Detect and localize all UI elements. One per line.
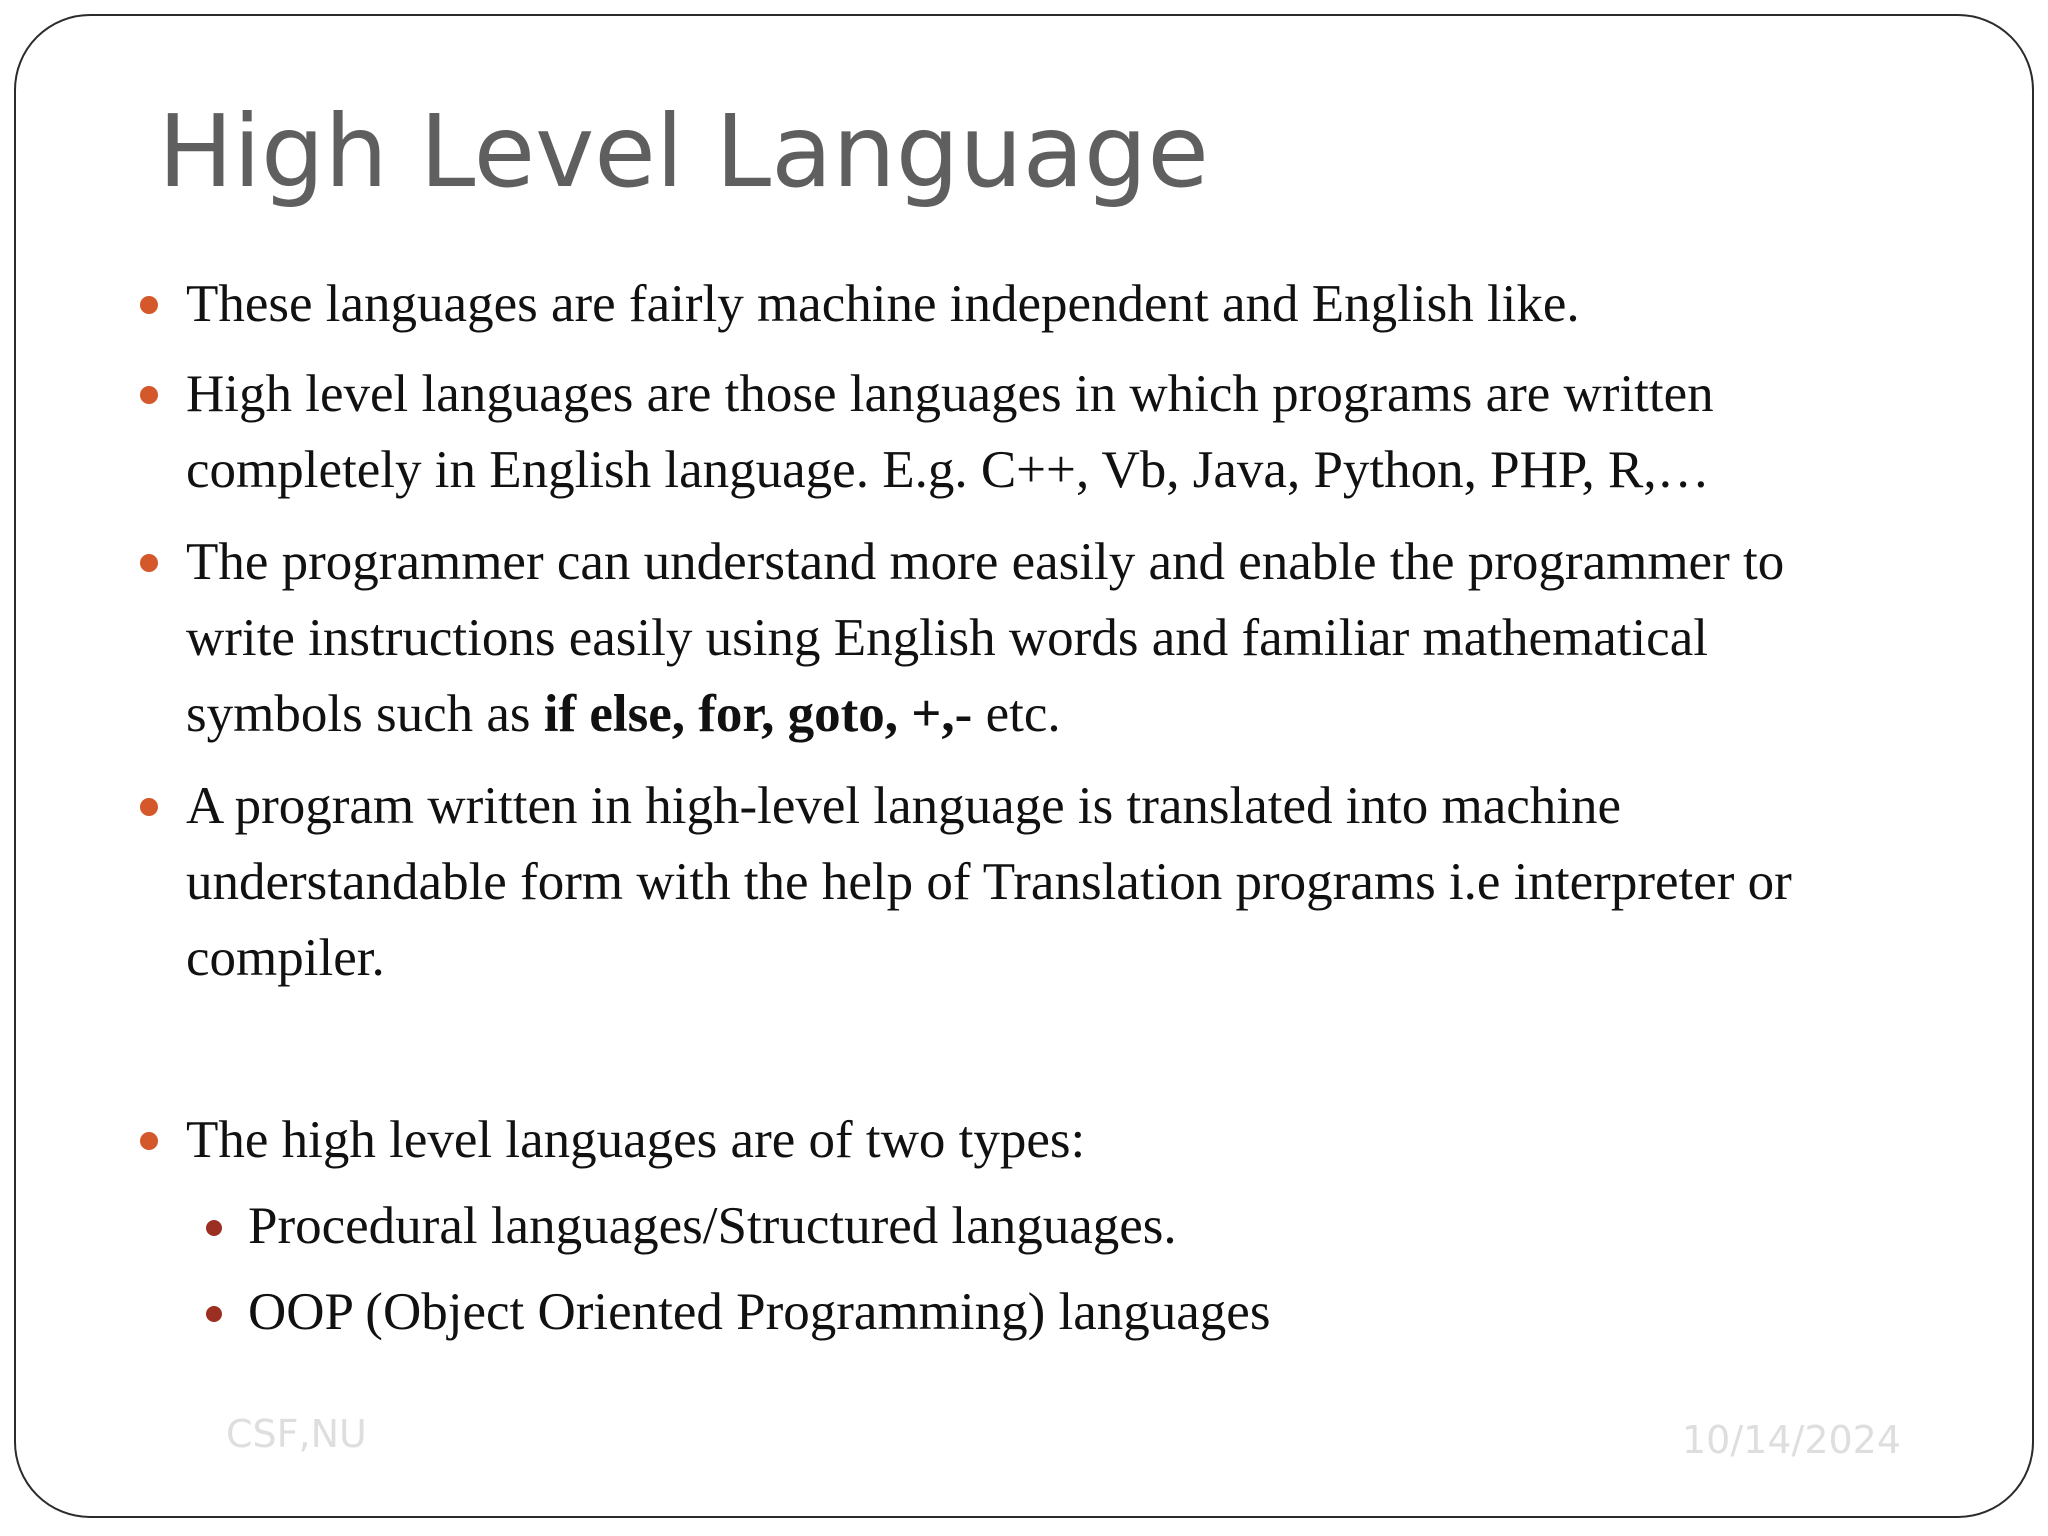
sub-bullet-2-text: OOP (Object Oriented Programming) languages [248,1283,1271,1341]
bullet-dot-icon [140,554,158,572]
bullet-dot-icon [140,1132,158,1150]
bullet-item-2 [186,356,1714,508]
bullet-4-line-1: A program written in high-level language is translated into machine [186,777,1622,835]
sub-bullet-item-1 [248,1188,1177,1264]
sub-bullet-dot-icon [206,1306,222,1322]
bullet-5-line-1: The high level languages are of two types: [186,1111,1086,1169]
bullet-dot-icon [140,296,158,314]
bullet-3-line-2: write instructions easily using English words and familiar mathematical [186,609,1708,667]
footer-organization: CSF,NU [226,1412,367,1456]
sub-bullet-item-2 [248,1274,1270,1350]
sub-bullet-dot-icon [206,1220,222,1236]
bullet-2-line-2: completely in English language. E.g. C++, Vb, Java, Python, PHP, R,… [186,441,1710,499]
bullet-2-line-1: High level languages are those languages in which programs are written [186,365,1714,423]
bullet-item-4 [186,768,1792,996]
bullet-dot-icon [140,798,158,816]
bullet-3-line-3 [186,676,1784,752]
bullet-item-5 [186,1102,1085,1178]
bullet-3-line-3-suffix: etc. [972,685,1061,743]
footer-date: 10/14/2024 [1682,1418,1902,1462]
slide-title: High Level Language [158,93,1209,210]
bullet-dot-icon [140,386,158,404]
bullet-1-line-1: These languages are fairly machine independent and English like. [186,275,1580,333]
bullet-4-line-2: understandable form with the help of Translation programs i.e interpreter or [186,853,1792,911]
bullet-3-line-3-prefix: symbols such as [186,685,544,743]
bullet-item-1 [186,266,1580,342]
bullet-3-line-1: The programmer can understand more easily and enable the programmer to [186,533,1785,591]
bullet-3-keywords: if else, for, goto, +,- [543,685,973,743]
bullet-4-line-3: compiler. [186,929,385,987]
bullet-item-3 [186,524,1784,752]
sub-bullet-1-text: Procedural languages/Structured languages. [248,1197,1177,1255]
